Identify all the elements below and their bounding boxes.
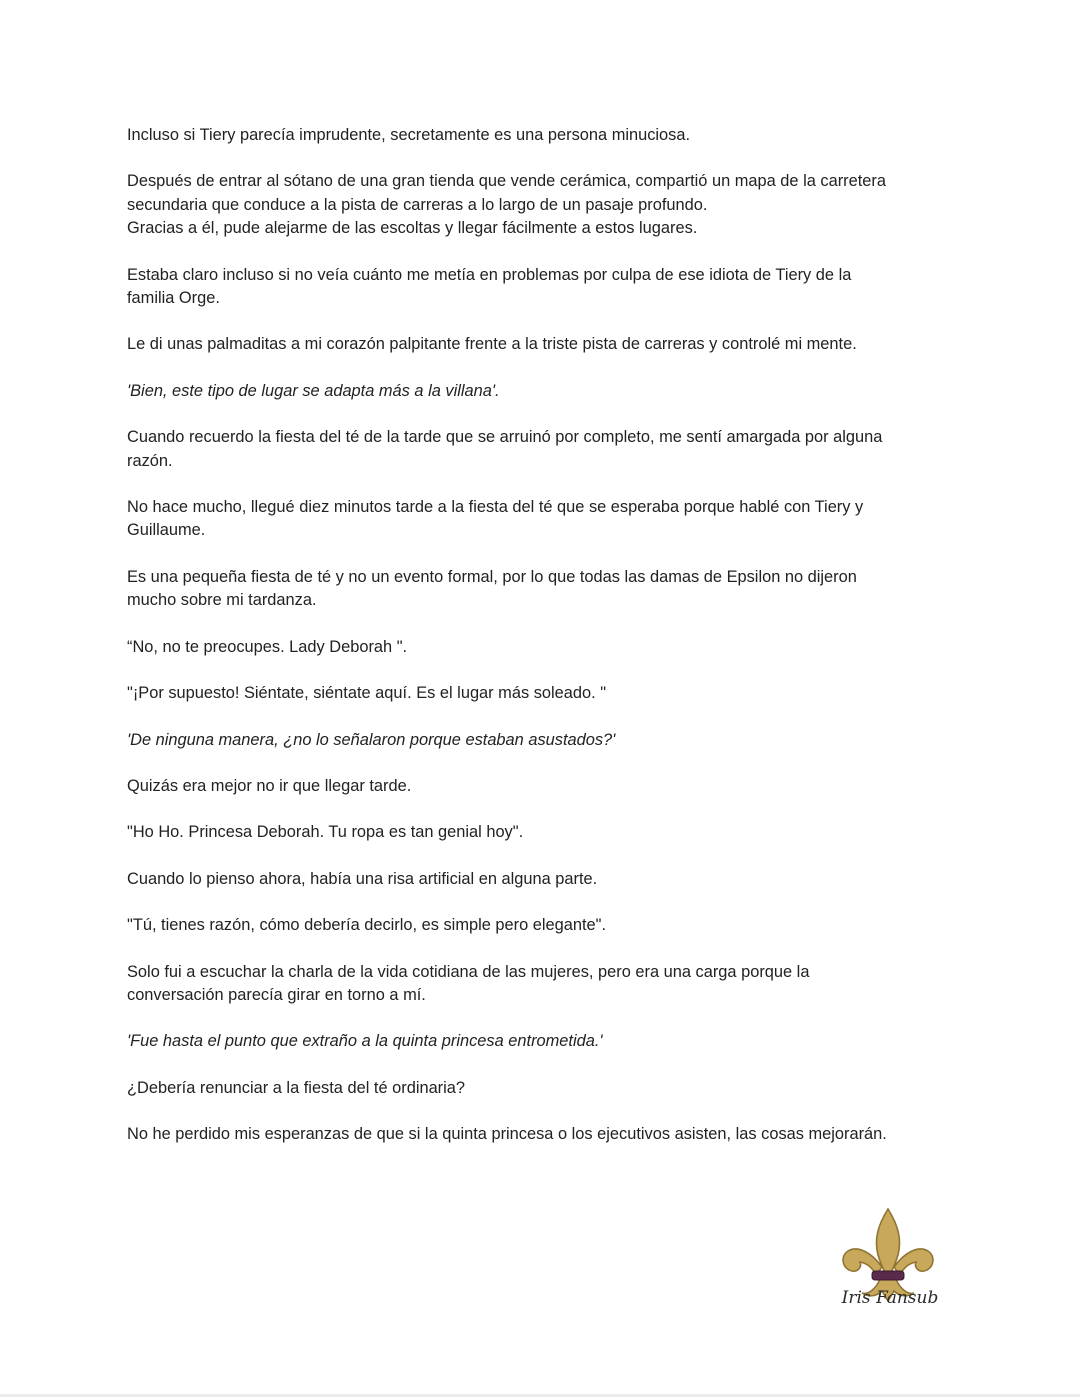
text-line: ¿Debería renunciar a la fiesta del té ordinaria? [127, 1078, 466, 1097]
text-line: 'De ninguna manera, ¿no lo señalaron porque estaban asustados?' [127, 730, 616, 749]
text-line: 'Fue hasta el punto que extraño a la quinta princesa entrometida.' [127, 1032, 603, 1051]
text-line: razón. [127, 451, 173, 470]
text-line: Cuando lo pienso ahora, había una risa artificial en alguna parte. [127, 869, 598, 888]
paragraph [127, 729, 957, 752]
text-line: No hace mucho, llegué diez minutos tarde a la fiesta del té que se esperaba porque hablé con Tiery y [127, 498, 864, 517]
paragraph [127, 682, 957, 705]
text-line: Es una pequeña fiesta de té y no un evento formal, por lo que todas las damas de Epsilon no dijeron [127, 567, 857, 586]
paragraph [127, 1123, 957, 1146]
text-line: Gracias a él, pude alejarme de las escoltas y llegar fácilmente a estos lugares. [127, 219, 698, 238]
paragraph [127, 496, 957, 543]
text-line: mucho sobre mi tardanza. [127, 591, 317, 610]
paragraph [127, 821, 957, 844]
text-line: Después de entrar al sótano de una gran tienda que vende cerámica, compartió un mapa de la carretera [127, 172, 886, 191]
text-line: No he perdido mis esperanzas de que si la quinta princesa o los ejecutivos asisten, las cosas mejorarán. [127, 1125, 887, 1144]
paragraph [127, 775, 957, 798]
text-line: secundaria que conduce a la pista de carreras a lo largo de un pasaje profundo. [127, 195, 708, 214]
text-line: "Tú, tienes razón, cómo debería decirlo, es simple pero elegante". [127, 916, 607, 935]
text-line: "Ho Ho. Princesa Deborah. Tu ropa es tan genial hoy". [127, 823, 524, 842]
paragraph [127, 566, 957, 613]
text-line: Le di unas palmaditas a mi corazón palpitante frente a la triste pista de carreras y controlé mi mente. [127, 335, 857, 354]
paragraph [127, 380, 957, 403]
text-line: Guillaume. [127, 521, 206, 540]
paragraph [127, 426, 957, 473]
text-line: “No, no te preocupes. Lady Deborah ". [127, 637, 408, 656]
text-line: 'Bien, este tipo de lugar se adapta más a la villana'. [127, 381, 500, 400]
document-body [127, 124, 957, 1170]
text-line: Cuando recuerdo la fiesta del té de la tarde que se arruinó por completo, me sentí amargada por alguna [127, 428, 883, 447]
paragraph [127, 264, 957, 311]
text-line: "¡Por supuesto! Siéntate, siéntate aquí. Es el lugar más soleado. " [127, 684, 607, 703]
paragraph [127, 868, 957, 891]
text-line: Quizás era mejor no ir que llegar tarde. [127, 776, 412, 795]
text-line: Incluso si Tiery parecía imprudente, secretamente es una persona minuciosa. [127, 126, 691, 144]
paragraph [127, 333, 957, 356]
paragraph [127, 170, 957, 240]
paragraph [127, 1030, 957, 1053]
text-line: conversación parecía girar en torno a mí. [127, 985, 426, 1004]
paragraph [127, 914, 957, 937]
paragraph [127, 636, 957, 659]
paragraph [127, 1077, 957, 1100]
paragraph [127, 961, 957, 1008]
paragraph [127, 124, 957, 147]
watermark-text: Iris Fansub [841, 1288, 939, 1308]
text-line: Solo fui a escuchar la charla de la vida cotidiana de las mujeres, pero era una carga porque la [127, 962, 810, 981]
text-line: Estaba claro incluso si no veía cuánto me metía en problemas por culpa de ese idiota de Tiery de la [127, 265, 852, 284]
text-line: familia Orge. [127, 289, 220, 308]
